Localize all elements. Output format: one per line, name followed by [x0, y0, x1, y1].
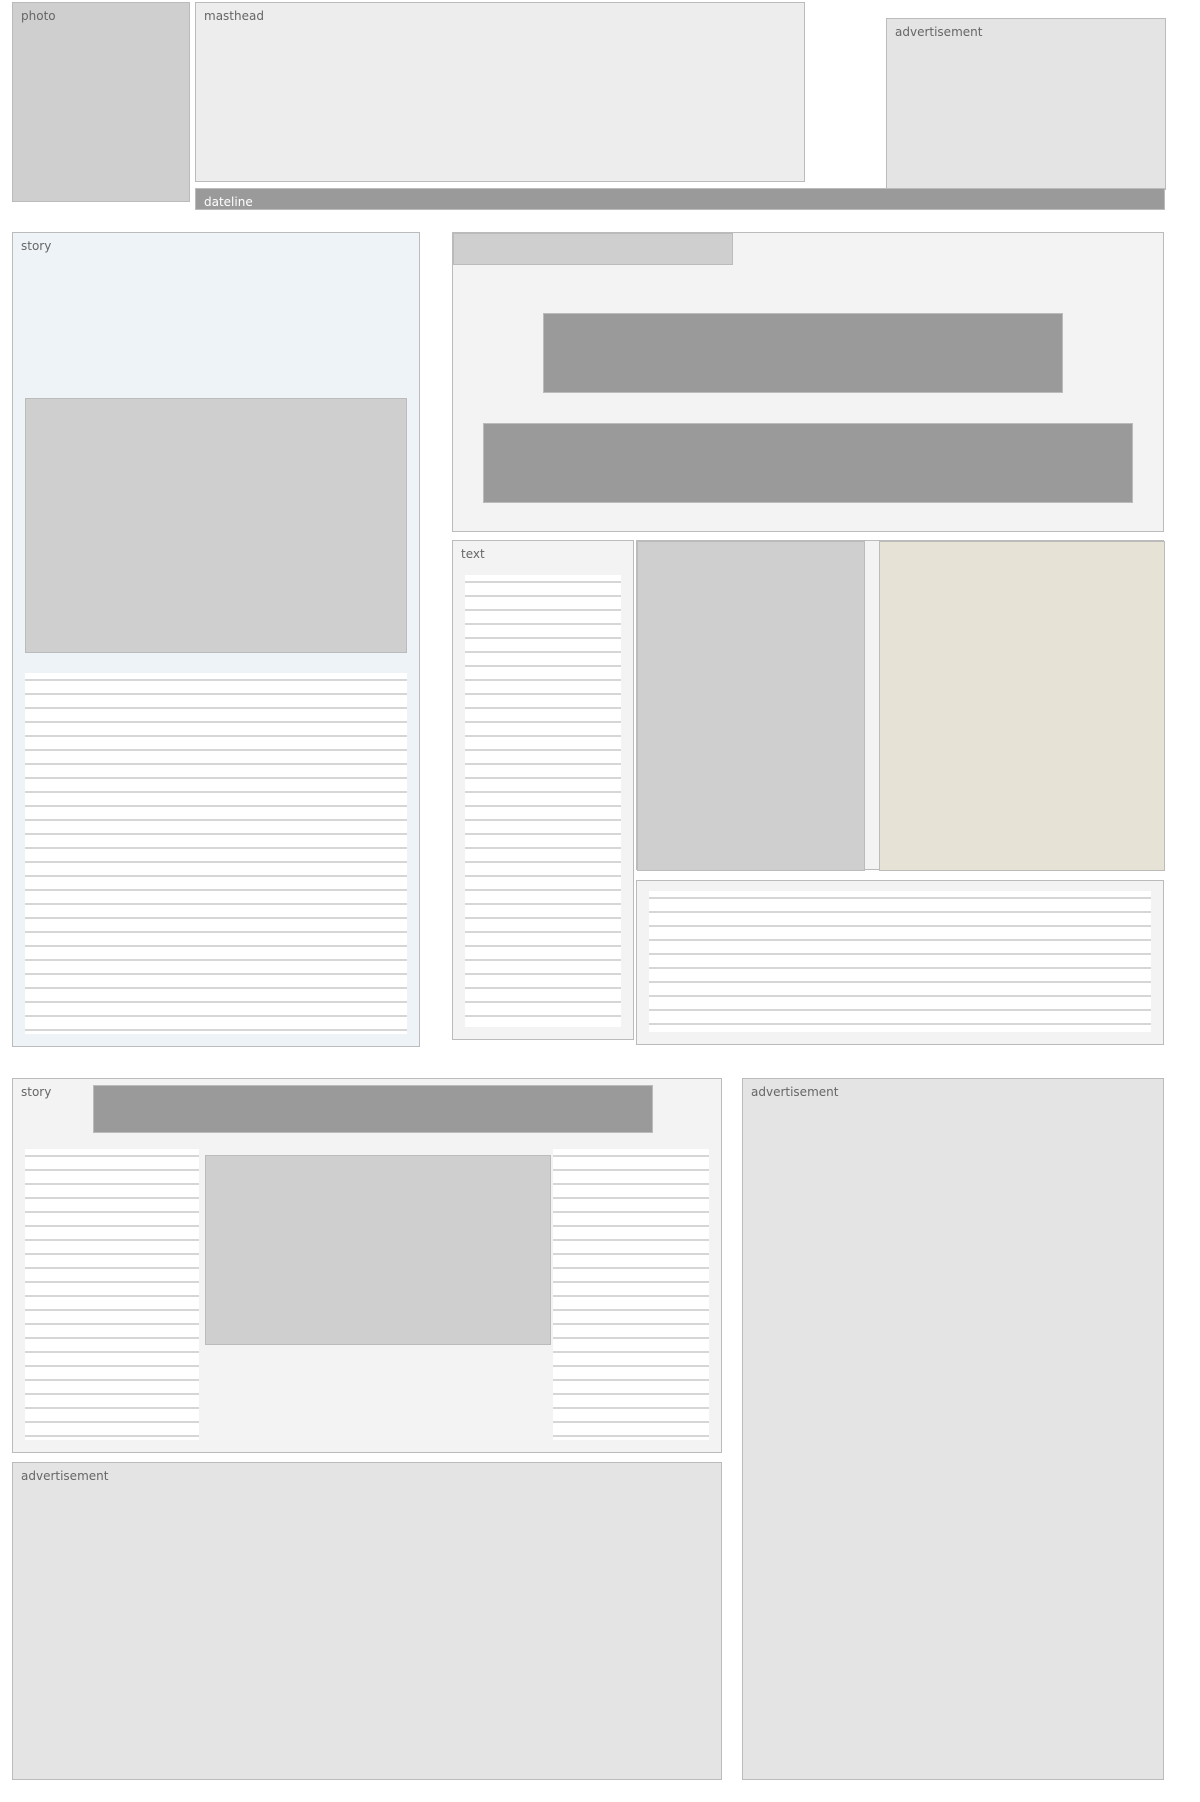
right-ad: [742, 1078, 1164, 1780]
lead-story-continued-lines: [649, 891, 1151, 1032]
masthead-logo-label: masthead: [204, 9, 264, 23]
lead-photo-tree: [637, 541, 865, 871]
second-story-text-right: [553, 1149, 709, 1440]
left-story-label: story: [21, 239, 52, 253]
lead-story-text: [452, 540, 634, 1040]
second-story-photos: [205, 1155, 551, 1345]
dateline-bar-label: dateline: [204, 195, 253, 209]
masthead-ad: [886, 18, 1166, 190]
masthead-photo: [12, 2, 190, 202]
headline-line-1: [543, 313, 1063, 393]
second-story: [12, 1078, 722, 1453]
second-story-text-left: [25, 1149, 199, 1440]
masthead-ad-label: advertisement: [895, 25, 983, 39]
right-ad-label: advertisement: [751, 1085, 839, 1099]
masthead-logo: [195, 2, 805, 182]
masthead-photo-label: photo: [21, 9, 56, 23]
lead-photo-letter: [879, 541, 1165, 871]
lead-story-headline: [452, 232, 1164, 532]
left-story: [12, 232, 420, 1047]
second-story-label: story: [21, 1085, 52, 1099]
lead-story-kicker: [453, 233, 733, 265]
left-story-photo: [25, 398, 407, 653]
lead-story-images: [636, 540, 1164, 870]
lead-story-continued: [636, 880, 1164, 1045]
left-story-text: [25, 673, 407, 1034]
bottom-ad-label: advertisement: [21, 1469, 109, 1483]
headline-line-2: [483, 423, 1133, 503]
lead-story-text-label: text: [461, 547, 485, 561]
bottom-ad: [12, 1462, 722, 1780]
lead-story-text-lines: [465, 575, 621, 1027]
dateline-bar: [195, 188, 1165, 210]
second-story-headline: [93, 1085, 653, 1133]
